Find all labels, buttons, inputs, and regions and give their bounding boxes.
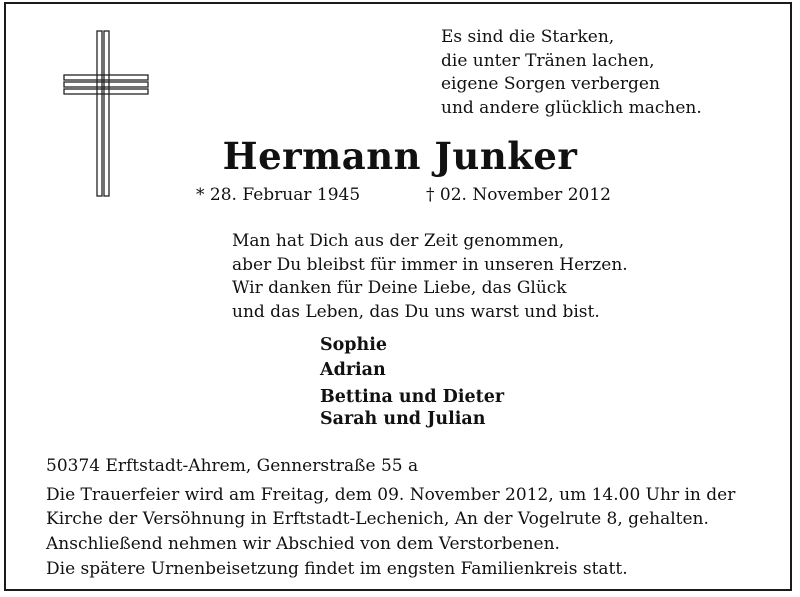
- verse-line: und das Leben, das Du uns warst und bist.: [232, 301, 600, 322]
- mourner-name: Sophie: [320, 335, 388, 355]
- funeral-notice-line: Die Trauerfeier wird am Freitag, dem 09. November 2012, um 14.00 Uhr in der: [46, 485, 736, 505]
- family-address: 50374 Erftstadt-Ahrem, Gennerstraße 55 a: [46, 456, 419, 476]
- mourner-name: Sarah und Julian: [320, 409, 486, 429]
- poem-line: Es sind die Starken,: [441, 27, 615, 47]
- poem-line: und andere glücklich machen.: [441, 97, 702, 118]
- mourner-name: Adrian: [320, 360, 386, 380]
- verse-line: Wir danken für Deine Liebe, das Glück: [232, 278, 567, 298]
- funeral-notice-line: Kirche der Versöhnung in Erftstadt-Lechenich, An der Vogelrute 8, gehalten.: [46, 509, 709, 529]
- death-date: † 02. November 2012: [426, 185, 611, 205]
- birth-date: * 28. Februar 1945: [196, 185, 361, 205]
- mourner-name: Bettina und Dieter: [320, 387, 505, 407]
- funeral-notice-line: Die spätere Urnenbeisetzung findet im engsten Familienkreis statt.: [46, 559, 628, 579]
- mourners-list: [320, 335, 504, 431]
- verse-line: aber Du bleibst für immer in unseren Herzen.: [232, 254, 628, 275]
- poem-line: die unter Tränen lachen,: [441, 50, 655, 71]
- deceased-name-row: [0, 134, 800, 178]
- poem-line: eigene Sorgen verbergen: [441, 74, 660, 94]
- deceased-name: Hermann Junker: [222, 134, 578, 178]
- verse-line: Man hat Dich aus der Zeit genommen,: [232, 231, 565, 251]
- memorial-verse: [232, 230, 628, 324]
- top-poem: [441, 26, 702, 120]
- funeral-notice-line: Anschließend nehmen wir Abschied von dem Verstorbenen.: [46, 534, 560, 554]
